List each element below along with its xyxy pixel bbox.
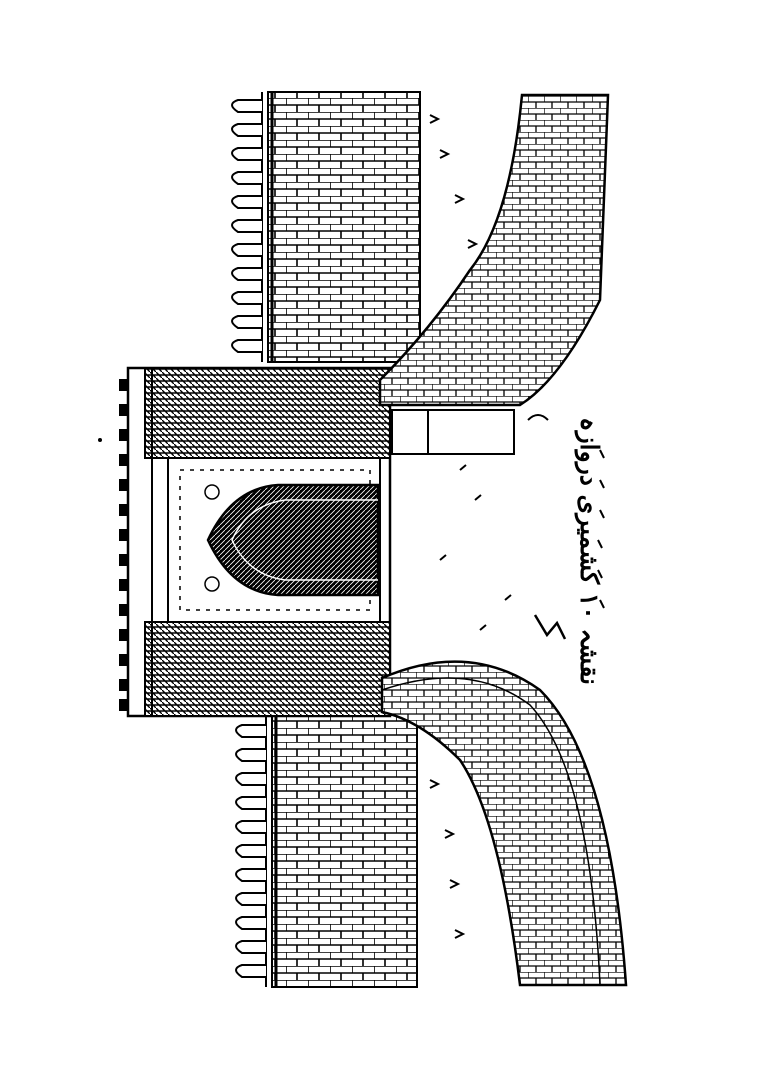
ink-dot bbox=[98, 438, 102, 442]
upper-wall bbox=[262, 92, 420, 362]
lower-bridge bbox=[382, 662, 626, 985]
upper-battlements bbox=[232, 100, 262, 352]
gate-building bbox=[120, 368, 390, 716]
drawing-caption: نقشہ ۱۰ کشمیری دروازہ bbox=[575, 416, 604, 685]
lower-wall bbox=[266, 715, 417, 987]
lower-battlements bbox=[236, 725, 266, 977]
